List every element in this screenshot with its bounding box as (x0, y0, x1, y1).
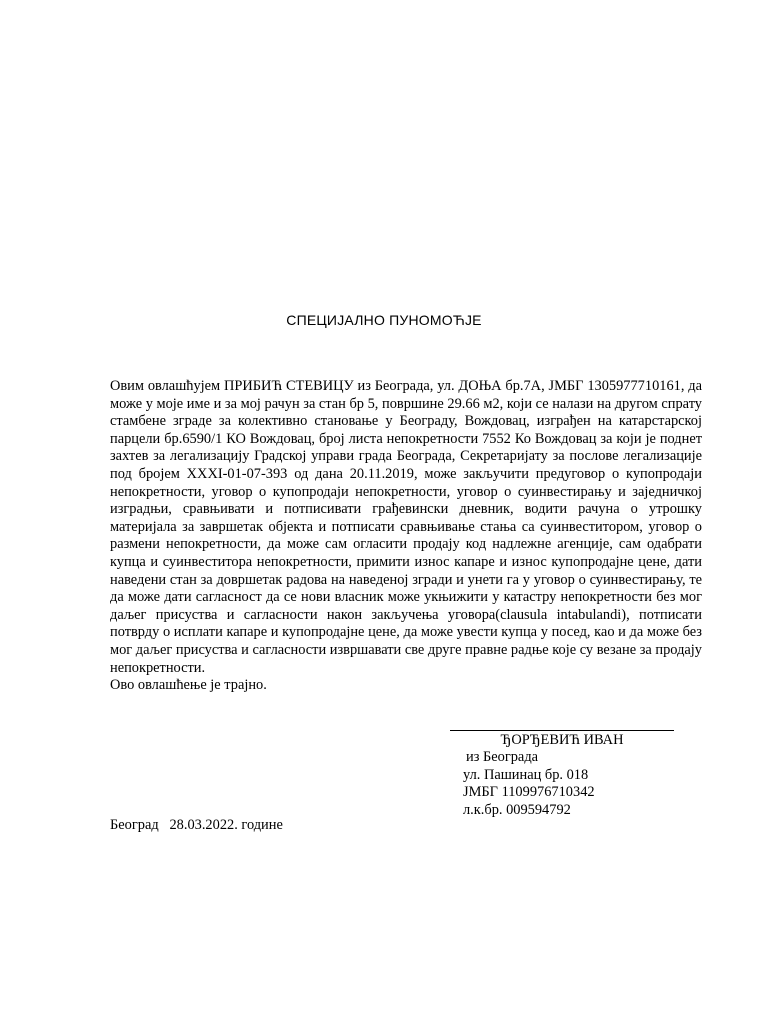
signature-line (450, 730, 674, 731)
signatory-from: из Београда (466, 749, 539, 765)
document-body (110, 378, 702, 695)
document-title: СПЕЦИЈАЛНО ПУНОМОЋЈЕ (286, 312, 482, 328)
place-and-date (110, 817, 283, 834)
signatory-jmbg: ЈМБГ 1109976710342 (463, 784, 595, 800)
date: 28.03.2022. године (169, 817, 283, 833)
place: Београд (110, 817, 159, 833)
permanence-statement: Ово овлашћење је трајно. (110, 677, 267, 694)
signatory-address: ул. Пашинац бр. 018 (463, 766, 589, 783)
signatory-name: ЂОРЂЕВИЋ ИВАН (500, 732, 624, 748)
authorization-paragraph: Овим овлашћујем ПРИБИЋ СТЕВИЦУ из Београда, ул. ДОЊА бр.7А, ЈМБГ 1305977710161, да може у моје име и за мој рачун за стан бр 5, површине 29.66 м2, који се налази на другом спрату стамбене зграде за колективно становање у Београду, Вождовац, изграђен на катарстарској парцели бр.6590/1 КО Вождовац, број листа непокретности 7552 Ко Вождовац за који је поднет захтев за легализацију Градској управи града Београда, Секретаријату за послове легализације под бројем XXXI-01-07-393 од дана 20.11.2019, може закључити предуговор о купопродаји непокретности, уговор о купопродаји непокретности, уговор о суинвестирању и заједничкој изградњи, сравњивати и потписивати грађевински дневник, водити рачуна о утрошку материјала за завршетак објекта и потписати сравњивање стања са суинвеститором, уговор о размени непокретности, да може сам огласити продају код надлежне агенције, сам одабрати купца и суинвеститора непокретности, примити износ капаре и износ купопродајне цене, дати наведени стан за довршетак радова на наведеној згради и унети га у уговор о суинвестирању, те да може дати сагласност да се нови власник може укњижити у катастру непокретности без мог даљег присуства и сагласности након закључења уговора(clausula intabulandi), потписати потврду о исплати капаре и купопродајне цене, да може увести купца у посед, као и да може без мог даљег присуства и сагласности извршавати све друге правне радње које су везане за продају непокретности. (110, 378, 702, 676)
signatory-details (463, 749, 595, 819)
signatory-id-card: л.к.бр. 009594792 (463, 801, 571, 818)
